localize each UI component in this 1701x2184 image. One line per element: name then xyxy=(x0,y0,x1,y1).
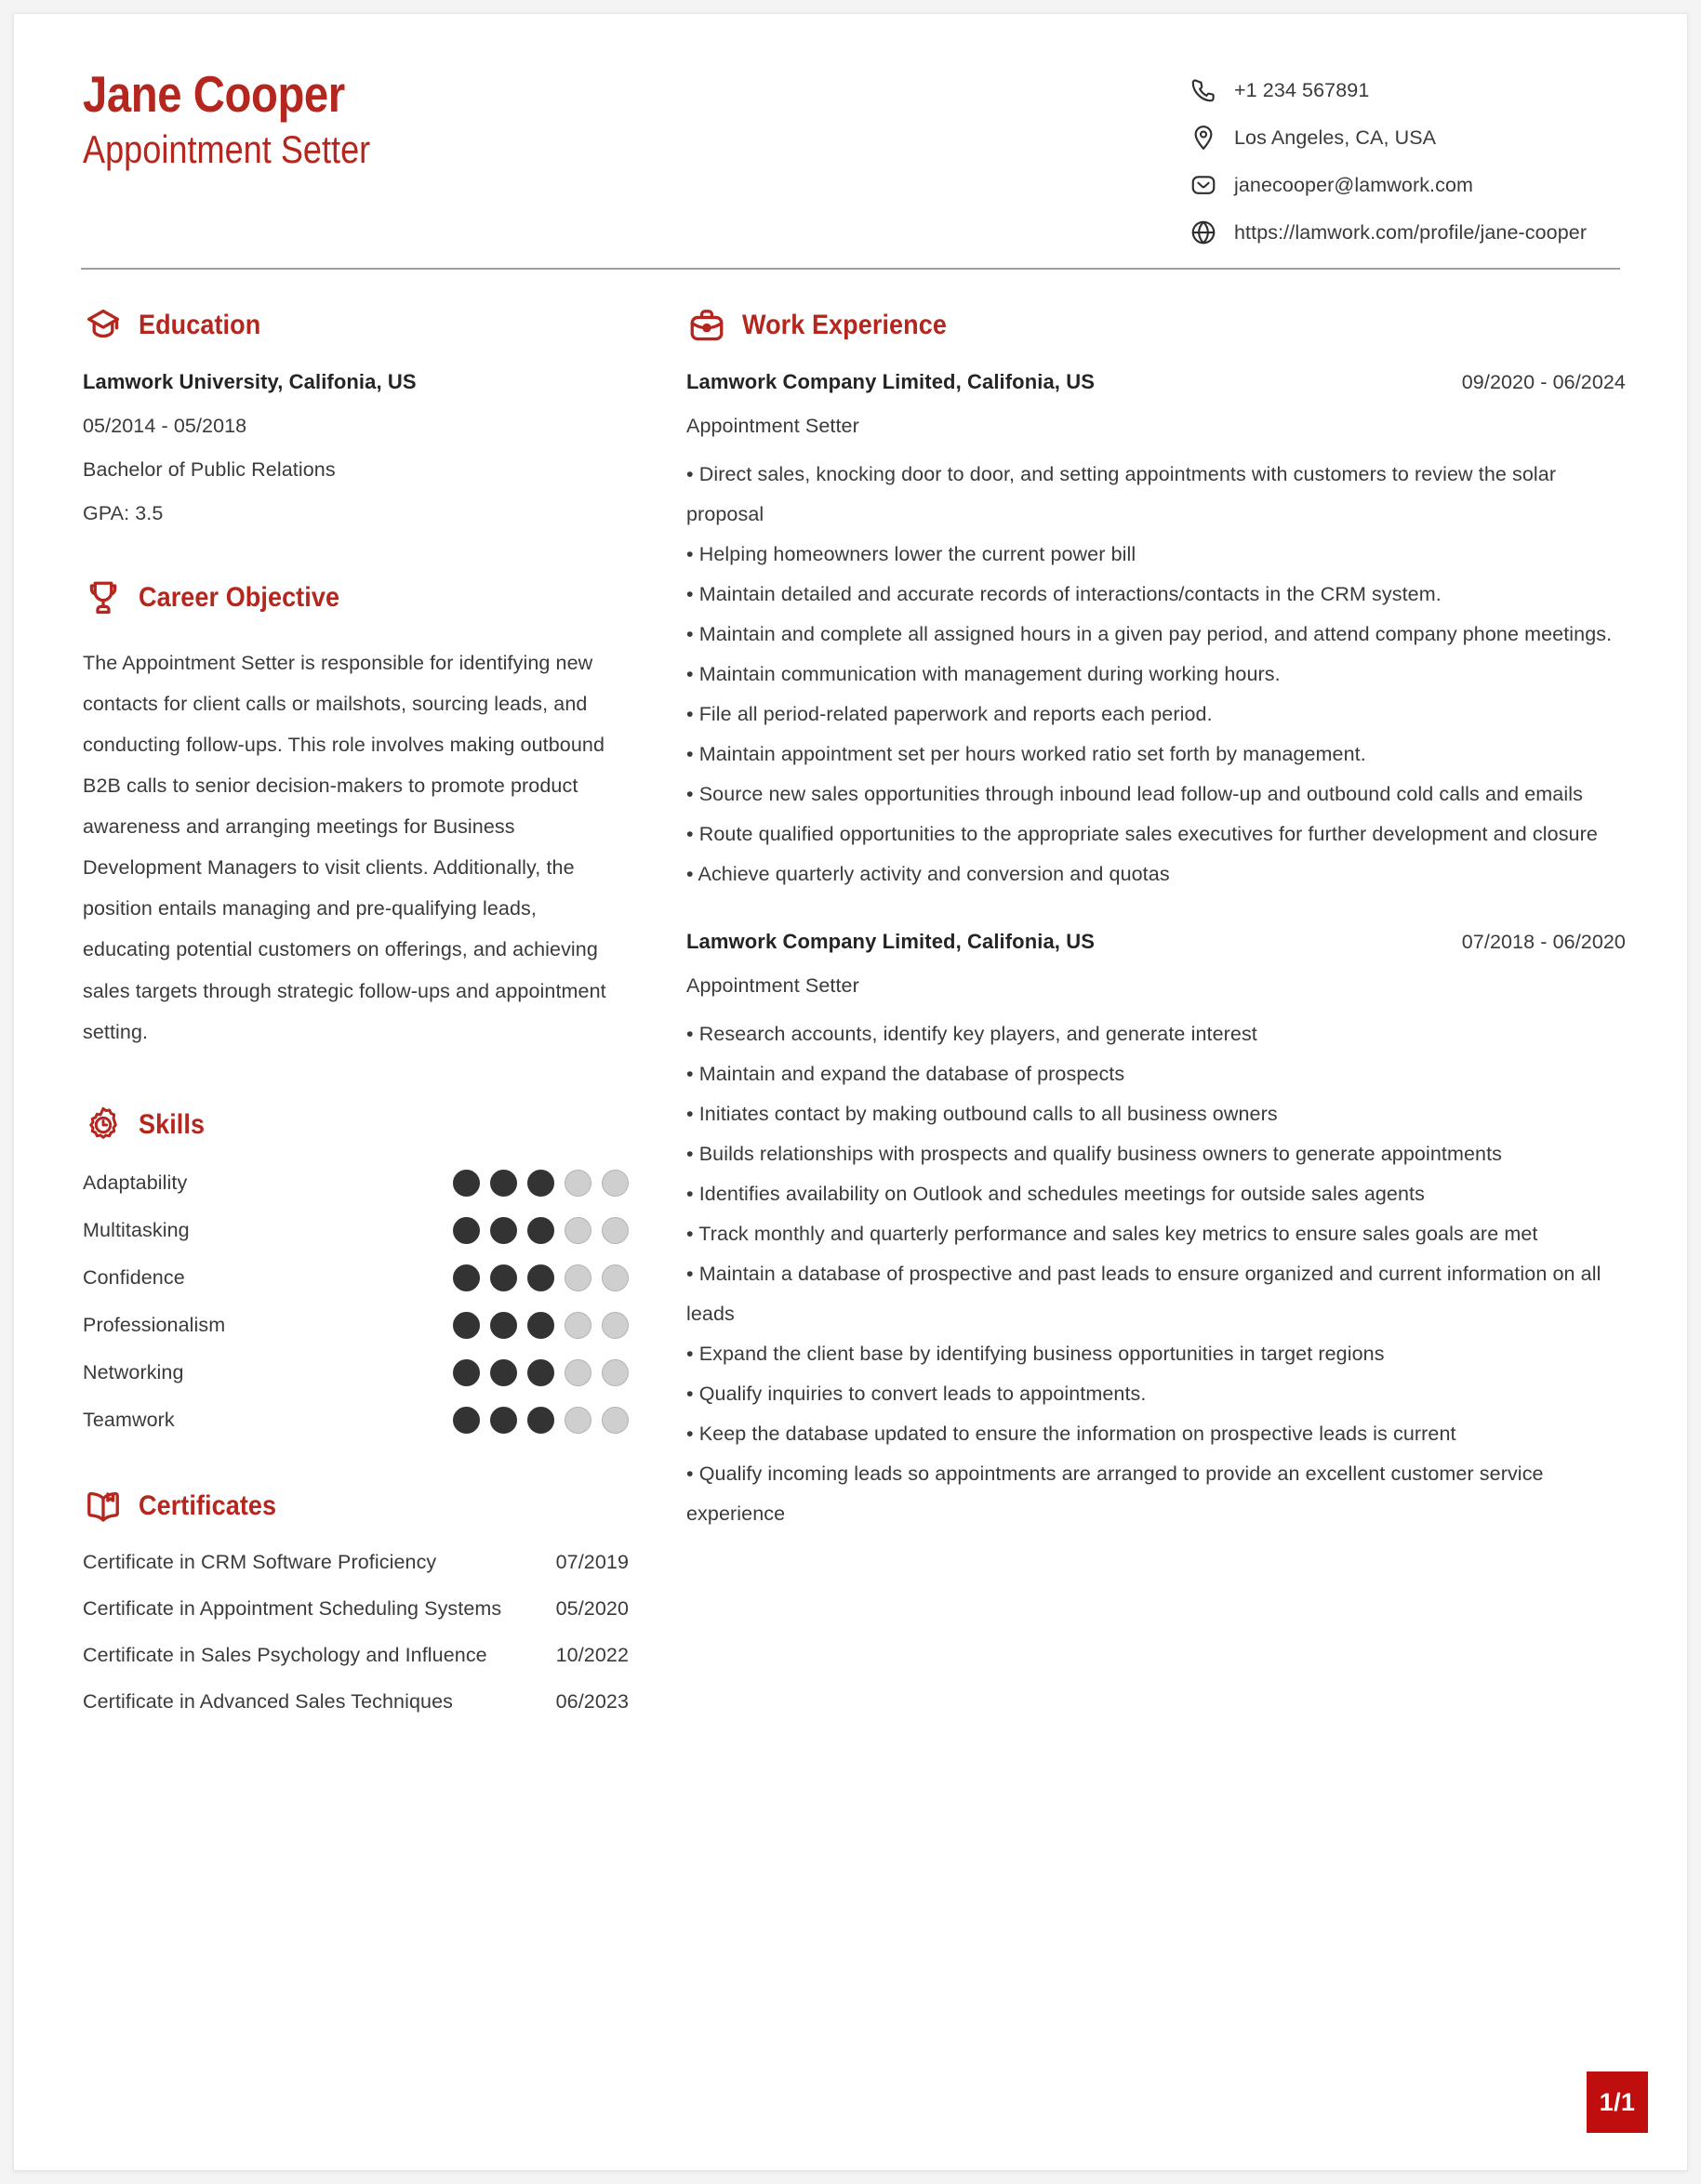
contact-email-value: janecooper@lamwork.com xyxy=(1234,173,1474,196)
job-header xyxy=(686,370,1626,394)
skill-dot-filled[interactable] xyxy=(453,1217,480,1244)
skill-name: Multitasking xyxy=(83,1218,190,1241)
section-title-skills: Skills xyxy=(139,1108,206,1140)
skill-row xyxy=(83,1170,629,1197)
skill-row xyxy=(83,1359,629,1386)
open-book-icon xyxy=(83,1486,124,1527)
skill-dot-filled[interactable] xyxy=(490,1312,517,1339)
resume-body xyxy=(75,305,1626,1766)
job-bullet: • Achieve quarterly activity and conversion and quotas xyxy=(686,863,1170,885)
skill-dot-filled[interactable] xyxy=(527,1264,554,1291)
skills-list xyxy=(83,1170,629,1434)
contact-website-value: https://lamwork.com/profile/jane-cooper xyxy=(1234,220,1588,244)
job-bullet: • Qualify inquiries to convert leads to appointments. xyxy=(686,1383,1147,1405)
contact-phone-value: +1 234 567891 xyxy=(1234,78,1370,101)
certificate-row xyxy=(83,1644,629,1667)
skill-dot-empty[interactable] xyxy=(602,1264,629,1291)
skill-dot-empty[interactable] xyxy=(565,1264,591,1291)
skill-rating-dots[interactable] xyxy=(453,1312,629,1339)
certificate-date: 07/2019 xyxy=(555,1550,629,1573)
job-bullets xyxy=(686,1014,1626,1534)
job-role: Appointment Setter xyxy=(686,974,859,997)
skill-dot-empty[interactable] xyxy=(602,1312,629,1339)
job-bullet: • Maintain appointment set per hours worked ratio set forth by management. xyxy=(686,743,1366,765)
section-head-certificates xyxy=(83,1486,629,1527)
skill-dot-filled[interactable] xyxy=(453,1264,480,1291)
career-objective-text: The Appointment Setter is responsible for identifying new contacts for client calls or mailshots, sourcing leads, and conducting follow-ups. This role involves making outbound B2B calls to senior decision-makers to promote product awareness and arranging meetings for Business Development Managers to visit clients. Additionally, the position entails managing and pre-qualifying leads, educating potential customers on offerings, and achieving sales targets through strategic follow-ups and appointment setting. xyxy=(83,652,606,1043)
gear-clock-icon xyxy=(83,1105,124,1145)
skill-dot-filled[interactable] xyxy=(490,1407,517,1434)
job-bullet: • Expand the client base by identifying business opportunities in target regions xyxy=(686,1343,1385,1365)
job-bullet: • Identifies availability on Outlook and schedules meetings for outside sales agents xyxy=(686,1183,1425,1205)
section-title-education: Education xyxy=(139,310,261,340)
job-bullet: • Route qualified opportunities to the appropriate sales executives for further development and closure xyxy=(686,823,1598,845)
skill-dot-filled[interactable] xyxy=(527,1217,554,1244)
section-head-work-experience xyxy=(686,305,1626,346)
job-role: Appointment Setter xyxy=(686,415,859,437)
education-gpa: GPA: 3.5 xyxy=(83,502,164,524)
skill-dot-empty[interactable] xyxy=(565,1170,591,1197)
job-bullet: • Maintain detailed and accurate records of interactions/contacts in the CRM system. xyxy=(686,583,1442,605)
work-experience-entry xyxy=(686,370,1626,894)
header-divider xyxy=(81,268,1620,270)
graduation-cap-icon xyxy=(83,305,124,346)
resume-header xyxy=(75,57,1626,247)
job-bullet: • Initiates contact by making outbound calls to all business owners xyxy=(686,1103,1278,1125)
skill-name: Networking xyxy=(83,1360,184,1383)
skill-dot-filled[interactable] xyxy=(490,1264,517,1291)
job-title-subtitle: Appointment Setter xyxy=(83,126,371,171)
section-education xyxy=(83,305,629,525)
section-title-certificates: Certificates xyxy=(139,1489,277,1521)
contact-block xyxy=(1189,66,1626,247)
skill-name: Professionalism xyxy=(83,1313,226,1336)
job-bullet: • Maintain and complete all assigned hours in a given pay period, and attend company phone meetings. xyxy=(686,623,1613,645)
skill-dot-empty[interactable] xyxy=(565,1217,591,1244)
job-dates: 07/2018 - 06/2020 xyxy=(1461,931,1626,953)
certificate-row xyxy=(83,1551,629,1574)
phone-icon xyxy=(1189,75,1218,105)
certificate-name: Certificate in CRM Software Proficiency xyxy=(83,1550,437,1573)
identity-block xyxy=(75,66,418,174)
skill-dot-filled[interactable] xyxy=(527,1359,554,1386)
left-column xyxy=(83,305,666,1766)
skill-rating-dots[interactable] xyxy=(453,1359,629,1386)
section-title-work-experience: Work Experience xyxy=(742,310,947,340)
certificate-date: 10/2022 xyxy=(555,1643,629,1666)
job-bullet: • Source new sales opportunities through inbound lead follow-up and outbound cold calls and emails xyxy=(686,783,1583,805)
page-indicator-badge: 1/1 xyxy=(1587,2071,1648,2133)
skill-name: Teamwork xyxy=(83,1408,175,1431)
skill-dot-empty[interactable] xyxy=(602,1170,629,1197)
skill-rating-dots[interactable] xyxy=(453,1264,629,1291)
skill-rating-dots[interactable] xyxy=(453,1217,629,1244)
section-certificates xyxy=(83,1486,629,1714)
job-bullet: • Track monthly and quarterly performance and sales key metrics to ensure sales goals are met xyxy=(686,1223,1538,1245)
skill-dot-empty[interactable] xyxy=(602,1217,629,1244)
trophy-icon xyxy=(83,577,124,618)
section-head-education xyxy=(83,305,629,346)
skill-dot-filled[interactable] xyxy=(527,1312,554,1339)
job-company: Lamwork Company Limited, Califonia, US xyxy=(686,370,1095,393)
skill-dot-filled[interactable] xyxy=(527,1170,554,1197)
certificate-name: Certificate in Advanced Sales Techniques xyxy=(83,1689,454,1713)
job-bullet: • Qualify incoming leads so appointments are arranged to provide an excellent customer service experience xyxy=(686,1463,1544,1525)
certificate-row xyxy=(83,1597,629,1621)
section-career-objective xyxy=(83,577,629,1052)
job-bullet: • Builds relationships with prospects and qualify business owners to generate appointments xyxy=(686,1143,1503,1165)
job-company: Lamwork Company Limited, Califonia, US xyxy=(686,930,1095,953)
job-bullet: • Direct sales, knocking door to door, and setting appointments with customers to review the solar proposal xyxy=(686,463,1557,525)
skill-dot-empty[interactable] xyxy=(565,1312,591,1339)
skill-dot-empty[interactable] xyxy=(602,1359,629,1386)
certificate-name: Certificate in Sales Psychology and Influence xyxy=(83,1643,487,1666)
resume-page xyxy=(13,13,1688,2171)
skill-dot-filled[interactable] xyxy=(527,1407,554,1434)
skill-name: Confidence xyxy=(83,1265,185,1289)
section-title-career-objective: Career Objective xyxy=(139,582,340,613)
certificate-date: 06/2023 xyxy=(555,1689,629,1713)
skill-dot-filled[interactable] xyxy=(490,1217,517,1244)
skill-dot-filled[interactable] xyxy=(453,1170,480,1197)
education-dates: 05/2014 - 05/2018 xyxy=(83,415,247,437)
certificate-row xyxy=(83,1690,629,1714)
contact-row-website[interactable] xyxy=(1189,218,1626,247)
section-head-skills xyxy=(83,1105,629,1145)
skill-dot-empty[interactable] xyxy=(602,1407,629,1434)
skill-row xyxy=(83,1217,629,1244)
certificate-name: Certificate in Appointment Scheduling Systems xyxy=(83,1596,502,1620)
right-column xyxy=(666,305,1626,1766)
skill-dot-empty[interactable] xyxy=(565,1359,591,1386)
job-bullet: • Research accounts, identify key players, and generate interest xyxy=(686,1023,1257,1045)
job-bullet: • Maintain and expand the database of prospects xyxy=(686,1063,1125,1085)
globe-icon xyxy=(1189,218,1218,247)
contact-location-value: Los Angeles, CA, USA xyxy=(1234,126,1437,149)
contact-row-location[interactable] xyxy=(1189,123,1626,152)
section-skills xyxy=(83,1105,629,1434)
skill-row xyxy=(83,1312,629,1339)
skill-row xyxy=(83,1407,629,1434)
section-work-experience xyxy=(686,305,1626,1534)
email-icon xyxy=(1189,170,1218,200)
education-degree: Bachelor of Public Relations xyxy=(83,458,336,481)
certificates-list xyxy=(83,1551,629,1714)
skill-name: Adaptability xyxy=(83,1171,188,1194)
contact-row-phone[interactable] xyxy=(1189,75,1626,105)
skill-dot-filled[interactable] xyxy=(453,1407,480,1434)
job-bullets xyxy=(686,455,1626,894)
job-bullet: • Helping homeowners lower the current power bill xyxy=(686,543,1136,565)
section-head-career-objective xyxy=(83,577,629,618)
work-experience-entry xyxy=(686,930,1626,1534)
location-icon xyxy=(1189,123,1218,152)
education-school: Lamwork University, Califonia, US xyxy=(83,370,417,393)
skill-dot-filled[interactable] xyxy=(490,1359,517,1386)
skill-row xyxy=(83,1264,629,1291)
job-header xyxy=(686,930,1626,954)
skill-dot-filled[interactable] xyxy=(453,1359,480,1386)
job-bullet: • Maintain a database of prospective and past leads to ensure organized and current information on all leads xyxy=(686,1263,1601,1325)
skill-dot-empty[interactable] xyxy=(565,1407,591,1434)
skill-rating-dots[interactable] xyxy=(453,1407,629,1434)
contact-row-email[interactable] xyxy=(1189,170,1626,200)
job-bullet: • File all period-related paperwork and reports each period. xyxy=(686,703,1213,725)
page-title: Jane Cooper xyxy=(83,65,345,123)
job-bullet: • Maintain communication with management during working hours. xyxy=(686,663,1281,685)
briefcase-icon xyxy=(686,305,727,346)
skill-dot-filled[interactable] xyxy=(453,1312,480,1339)
job-bullet: • Keep the database updated to ensure the information on prospective leads is current xyxy=(686,1423,1456,1445)
job-dates: 09/2020 - 06/2024 xyxy=(1461,371,1626,393)
skill-rating-dots[interactable] xyxy=(453,1170,629,1197)
skill-dot-filled[interactable] xyxy=(490,1170,517,1197)
certificate-date: 05/2020 xyxy=(555,1596,629,1620)
